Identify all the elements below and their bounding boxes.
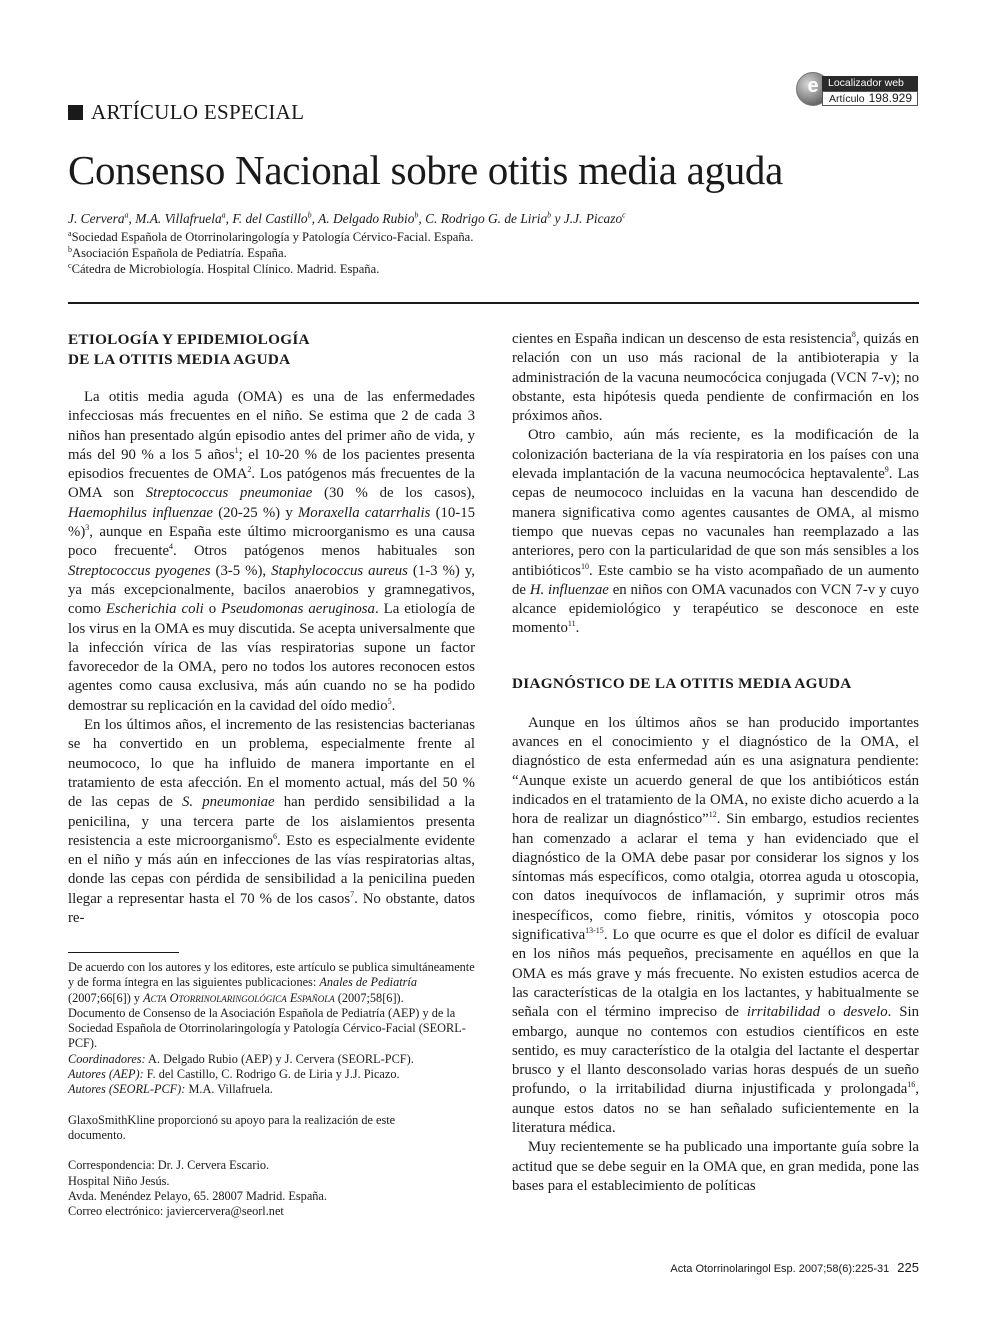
correspondence-hospital: Hospital Niño Jesús. (68, 1173, 170, 1188)
footnote-authors-seorl: Autores (SEORL-PCF): M.A. Villafruela. (68, 1082, 273, 1097)
locator-title: Localizador web (822, 76, 918, 91)
author: A. Delgado Rubio$^b$, (318, 210, 426, 226)
footnote-divider (68, 952, 179, 953)
paragraph: Aunque en los últimos años se han producido importantes avances en el conocimiento y el diagnóstico de la OMA, el diagnóstico de esta enfermedad aún es una asignatura pendiente: “Aunque existe un acuerdo general de que los antibióticos están indicados en el tratamiento de la OMA, no existe dicho acuerdo a la hora de realizar un diagnóstico”$^{12}$. Sin embargo, estudios recientes han comenzado a aclarar el tema y han evidenciado que el diagnóstico de la OMA debe pasar por considerar los signos y los síntomas más específicos, como otalgia, otorrea aguda u otoscopia, con datos inequívocos de inflamación, y suprimir otros más inespecíficos, como fiebre, rinitis, vómitos y otoscopia poco significativa$^{13-15}$. Lo que ocurre es que el dolor es difícil de evaluar en los niños más pequeños, precisamente en aquéllos en que la OMA es más grave y más frecuente. No existen estudios acerca de las características de la otalgia en los lactantes, y habitualmente se señala con el término impreciso de irritabilidad o desvelo. Sin embargo, aunque no contemos con estudios científicos en este sentido, es muy característico de la otalgia del lactante el despertar brusco y el llanto desconsolado varias horas después de un sueño profundo, o la irritabilidad diurna injustificada y prolongada$^{16}$, aunque estos datos no se han señalado suficientemente en la literatura médica. (512, 714, 919, 1136)
section-label-text: ARTÍCULO ESPECIAL (91, 100, 305, 124)
footnote-coordinators: Coordinadores: A. Delgado Rubio (AEP) y J. Cervera (SEORL-PCF). (68, 1051, 414, 1066)
correspondence-email[interactable]: Correo electrónico: javiercervera@seorl.net (68, 1204, 284, 1219)
author-list (68, 211, 626, 227)
paragraph: Muy recientemente se ha publicado una importante guía sobre la actitud que se debe seguir en la OMA que, en gran medida, pone las bases para el establecimiento de políticas (512, 1139, 919, 1194)
article-title: Consenso Nacional sobre otitis media aguda (68, 147, 783, 193)
author: J. Cervera$^a$, (68, 210, 136, 226)
paragraph: cientes en España indican un descenso de esta resistencia$^8$, quizás en relación con un uso más racional de la antibioterapia y la administración de la vacuna neumocócica conjugada (VCN 7-v); no obstante, esta hipótesis queda pendiente de confirmación en los próximos años. (512, 330, 919, 425)
section-square-icon (68, 105, 83, 120)
section-heading-etiology: ETIOLOGÍA Y EPIDEMIOLOGÍA DE LA OTITIS MEDIA AGUDA (68, 331, 310, 368)
footnote-authors-aep: Autores (AEP): F. del Castillo, C. Rodrigo G. de Liria y J.J. Picazo. (68, 1067, 400, 1082)
affiliation: $^b$Asociación Española de Pediatría. España. (68, 244, 287, 260)
section-heading-diagnosis: DIAGNÓSTICO DE LA OTITIS MEDIA AGUDA (512, 674, 852, 692)
author: C. Rodrigo G. de Liria$^b$ y (425, 210, 564, 226)
page-footer (670, 1260, 919, 1275)
affiliation: $^a$Sociedad Española de Otorrinolaringología y Patología Cérvico-Facial. España. (68, 228, 474, 244)
footnotes (68, 960, 478, 1219)
header-divider (68, 302, 919, 304)
locator-article-number: Artículo 198.929 (822, 91, 918, 106)
author: F. del Castillo$^b$, (232, 210, 319, 226)
author: M.A. Villafruela$^a$, (135, 210, 233, 226)
journal-citation: Acta Otorrinolaringol Esp. 2007;58(6):225-31 (670, 1263, 890, 1275)
left-column (68, 330, 475, 928)
right-column (512, 330, 919, 1196)
footnote-publication: De acuerdo con los autores y los editores, este artículo se publica simultáneamente y de forma íntegra en las siguientes publicaciones: Anales de Pediatría (2007;66[6]) y Acta Otorrinolaringológica Española (2007;58[6]). (68, 960, 475, 1005)
paragraph: La otitis media aguda (OMA) es una de las enfermedades infecciosas más frecuentes en el niño. Se estima que 2 de cada 3 niños han presentado algún episodio antes del primer año de vida, y más del 90 % a los 5 años$^1$; el 10-20 % de los pacientes presenta episodios frecuentes de OMA$^2$. Los patógenos más frecuentes de la OMA son Streptococcus pneumoniae (30 % de los casos), Haemophilus influenzae (20-25 %) y Moraxella catarrhalis (10-15 %)$^3$, aunque en España este último microorganismo es una causa poco frecuente$^4$. Otros patógenos menos habituales son Streptococcus pyogenes (3-5 %), Staphylococcus aureus (1-3 %) y, ya más excepcionalmente, bacilos anaerobios y gramnegativos, como Escherichia coli o Pseudomonas aeruginosa. La etiología de los virus en la OMA es muy discutida. Se acepta universalmente que la infección vírica de las vías respiratorias supone un factor favorecedor de la OMA, pero no todos los autores reconocen estos agentes como causa exclusiva, más aún cuando no se ha podido demostrar su replicación en la cavidad del oído medio$^5$. (68, 389, 476, 714)
paragraph: Otro cambio, aún más reciente, es la modificación de la colonización bacteriana de la vía respiratoria en los países con una elevada implantación de la vacuna neumocócica heptavalente$^9$. Las cepas de neumococo incluidas en la vacuna han descendido de manera significativa como agentes causantes de OMA, al mismo tiempo que nuevas cepas no vacunales han reemplazado a las anteriores, pero con la particularidad de que son más sensibles a los antibióticos$^{10}$. Este cambio se ha visto acompañado de un aumento de H. influenzae en niños con OMA vacunados con VCN 7-v y cuyo alcance epidemiológico y terapéutico se desconoce en este momento$^{11}$. (512, 427, 920, 637)
section-label (68, 100, 304, 125)
locator-logo-icon: e (796, 72, 830, 106)
footnote-document: Documento de Consenso de la Asociación Española de Pediatría (AEP) y de la Sociedad Española de Otorrinolaringología y Patología Cérvico-Facial (SEORL-PCF). (68, 1005, 466, 1051)
affiliation: $^c$Cátedra de Microbiología. Hospital Clínico. Madrid. España. (68, 260, 380, 276)
correspondence-name: Correspondencia: Dr. J. Cervera Escario. (68, 1158, 270, 1173)
author: J.J. Picazo$^c$ (563, 210, 626, 226)
paragraph: En los últimos años, el incremento de las resistencias bacterianas se ha convertido en un problema, especialmente frente al neumococo, lo que ha influido de manera importante en el tratamiento de esta afección. En el momento actual, más del 50 % de las cepas de S. pneumoniae han perdido sensibilidad a la penicilina, y una tercera parte de los aislamientos presenta resistencia a este microorganismo$^6$. Esto es especialmente evidente en el niño y más aún en infecciones de las vías respiratorias altas, donde las cepas con pérdida de sensibilidad a la penicilina pueden llegar a representar hasta el 70 % de los casos$^7$. No obstante, datos re- (68, 717, 475, 927)
page-number: 225 (897, 1260, 919, 1275)
web-locator-badge[interactable] (796, 72, 918, 108)
correspondence-address: Avda. Menéndez Pelayo, 65. 28007 Madrid. España. (68, 1188, 327, 1203)
footnote-support: GlaxoSmithKline proporcionó su apoyo para la realización de este documento. (68, 1112, 396, 1142)
